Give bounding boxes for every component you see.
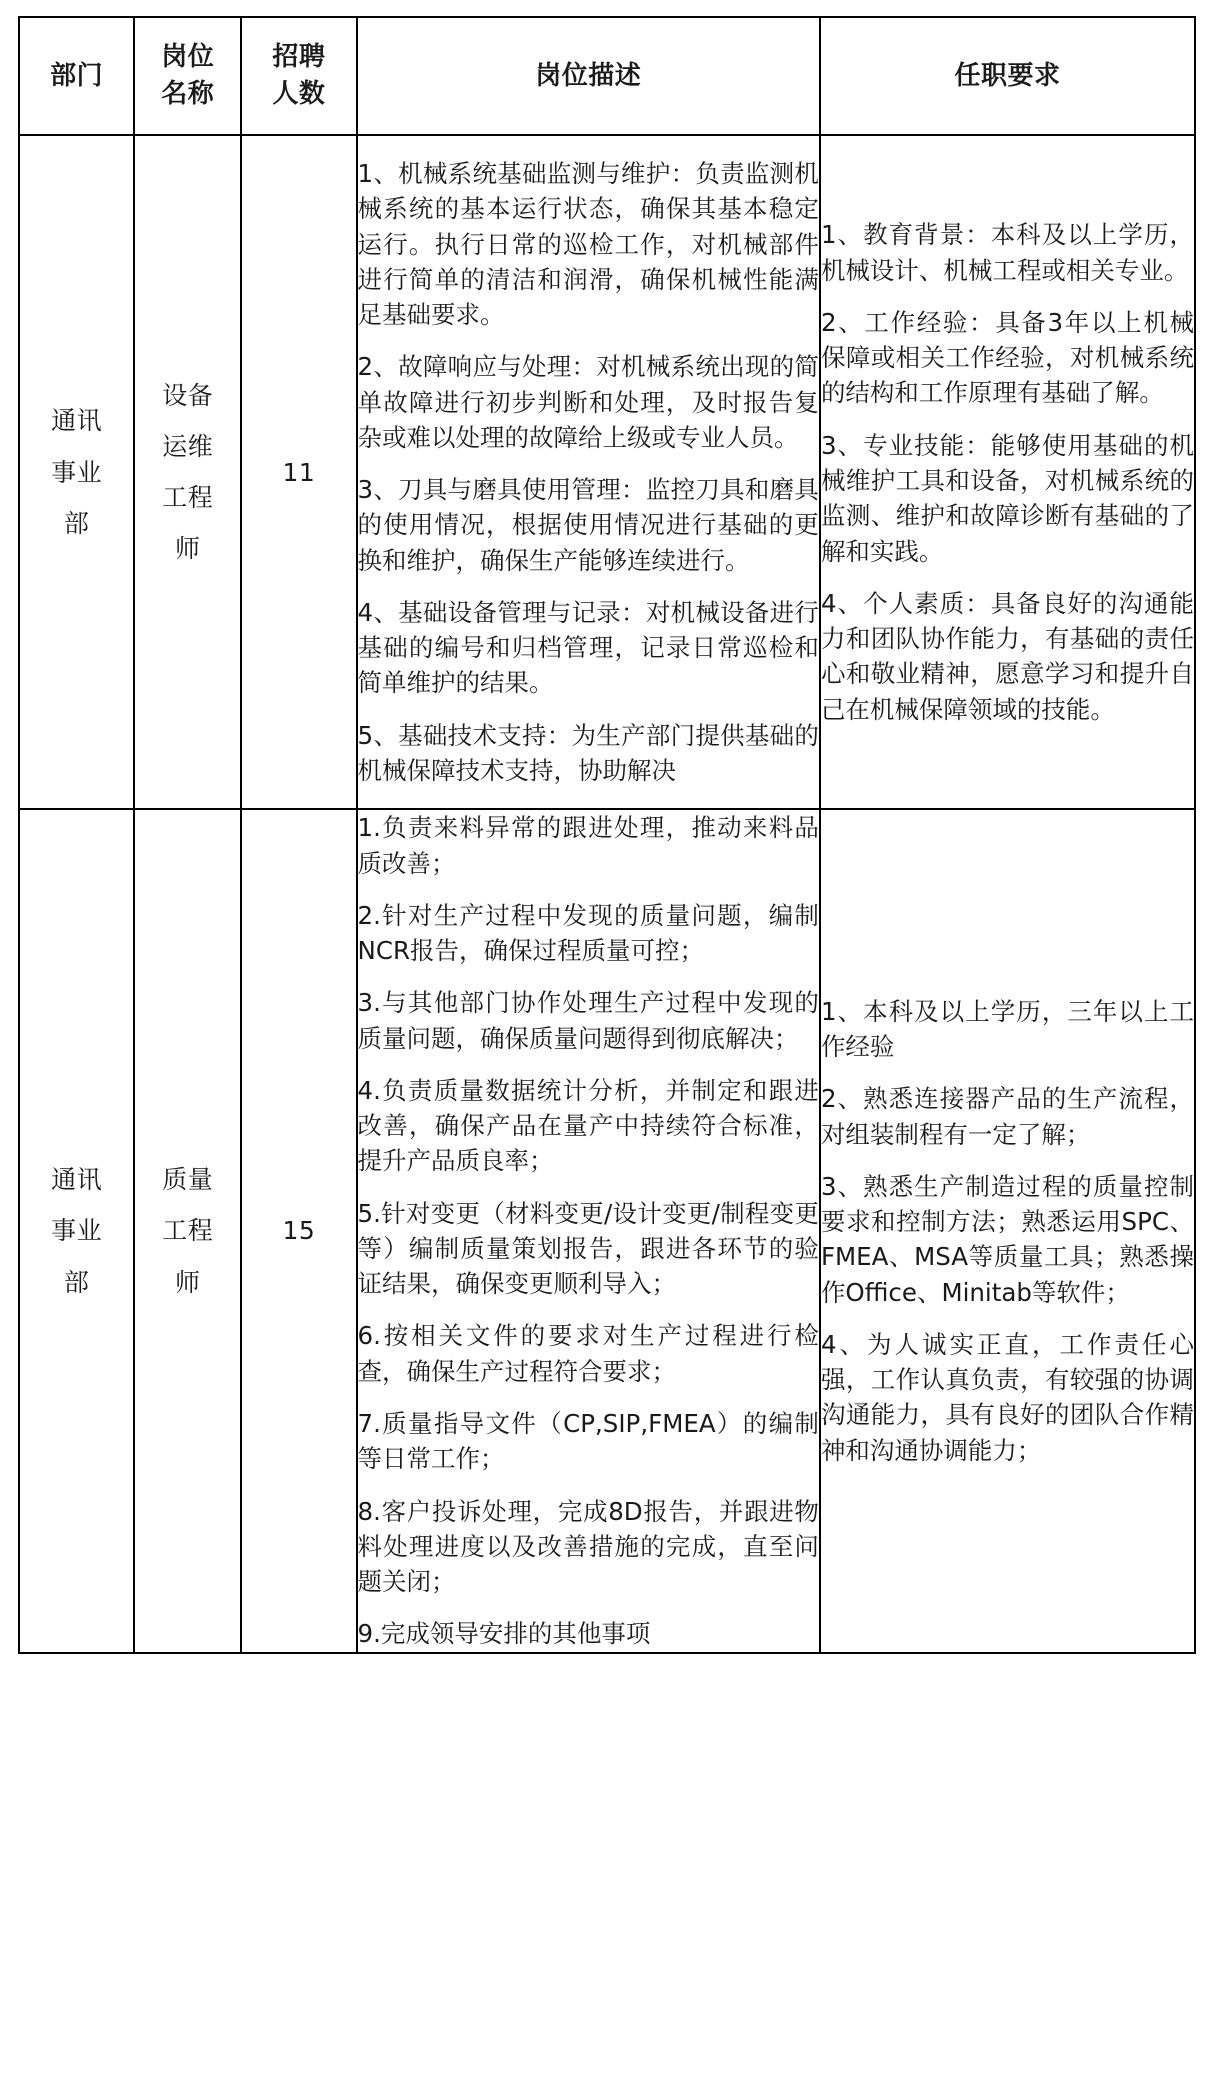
column-header-requirements <box>820 17 1195 135</box>
cell-description <box>357 809 820 1652</box>
position-line-1: 质量 <box>162 1165 214 1195</box>
description-item: 5、基础技术支持：为生产部门提供基础的机械保障技术支持，协助解决 <box>357 720 819 785</box>
description-item: 8.客户投诉处理，完成8D报告，并跟进物料处理进度以及改善措施的完成，直至问题关闭； <box>357 1496 819 1597</box>
column-header-department <box>19 17 134 135</box>
position-line-2: 工程 <box>162 1216 214 1246</box>
department-line-1: 通讯 <box>51 406 103 436</box>
description-item: 3、刀具与磨具使用管理：监控刀具和磨具的使用情况，根据使用情况进行基础的更换和维护，确保生产能够连续进行。 <box>357 475 819 575</box>
description-item: 9.完成领导安排的其他事项 <box>357 1619 651 1649</box>
requirement-item: 3、专业技能：能够使用基础的机械维护工具和设备，对机械系统的监测、维护和故障诊断有基础的了解和实践。 <box>820 430 1194 566</box>
description-item: 4、基础设备管理与记录：对机械设备进行基础的编号和归档管理，记录日常巡检和简单维护的结果。 <box>357 597 819 698</box>
position-line-2: 运维 <box>162 431 214 461</box>
department-line-2: 事业 <box>51 457 103 487</box>
requirement-item: 2、熟悉连接器产品的生产流程，对组装制程有一定了解； <box>820 1084 1194 1149</box>
column-header-headcount <box>241 17 356 135</box>
column-header-department-line-1: 部门 <box>50 60 104 91</box>
column-header-position-line-2: 名称 <box>161 79 215 109</box>
column-header-position-line-1: 岗位 <box>161 42 215 73</box>
description-item: 5.针对变更（材料变更/设计变更/制程变更等）编制质量策划报告，跟进各环节的验证结果，确保变更顺利导入； <box>357 1198 819 1299</box>
requirement-item: 2、工作经验：具备3年以上机械保障或相关工作经验，对机械系统的结构和工作原理有基础了解。 <box>820 307 1194 408</box>
requirement-item: 1、教育背景：本科及以上学历，机械设计、机械工程或相关专业。 <box>820 220 1194 285</box>
requirement-item: 4、为人诚实正直，工作责任心强，工作认真负责，有较强的协调沟通能力，具有良好的团队合作精神和沟通协调能力； <box>820 1329 1194 1465</box>
requirement-item: 4、个人素质：具备良好的沟通能力和团队协作能力，有基础的责任心和敬业精神，愿意学习和提升自己在机械保障领域的技能。 <box>820 588 1194 724</box>
description-item: 2.针对生产过程中发现的质量问题，编制NCR报告，确保过程质量可控； <box>357 900 819 966</box>
cell-position <box>134 135 241 809</box>
cell-headcount: 15 <box>241 809 356 1652</box>
description-item: 2、故障响应与处理：对机械系统出现的简单故障进行初步判断和处理，及时报告复杂或难以处理的故障给上级或专业人员。 <box>357 352 819 452</box>
cell-headcount: 11 <box>241 135 356 809</box>
table-header-row <box>19 17 1195 135</box>
table-header <box>19 17 1195 135</box>
description-item: 7.质量指导文件（CP,SIP,FMEA）的编制等日常工作； <box>357 1408 819 1474</box>
position-line-4: 师 <box>175 534 201 564</box>
requirement-item: 3、熟悉生产制造过程的质量控制要求和控制方法；熟悉运用SPC、FMEA、MSA等质量工具；熟悉操作Office、Minitab等软件； <box>820 1171 1194 1307</box>
cell-position <box>134 809 241 1652</box>
cell-requirements <box>820 135 1195 809</box>
table-row <box>19 135 1195 809</box>
cell-department <box>19 809 134 1652</box>
position-line-3: 工程 <box>162 483 214 513</box>
description-item: 1、机械系统基础监测与维护：负责监测机械系统的基本运行状态，确保其基本稳定运行。执行日常的巡检工作，对机械部件进行简单的清洁和润滑，确保机械性能满足基础要求。 <box>357 159 819 330</box>
position-line-1: 设备 <box>162 380 214 410</box>
recruitment-table <box>18 16 1196 1654</box>
column-header-description <box>357 17 820 135</box>
column-header-headcount-line-2: 人数 <box>272 79 326 109</box>
department-line-1: 通讯 <box>51 1165 103 1195</box>
column-header-requirements-line-1: 任职要求 <box>954 60 1061 91</box>
description-item: 6.按相关文件的要求对生产过程进行检查，确保生产过程符合要求； <box>357 1321 819 1386</box>
cell-description <box>357 135 820 809</box>
department-line-2: 事业 <box>51 1216 103 1246</box>
cell-department <box>19 135 134 809</box>
position-line-3: 师 <box>175 1267 201 1297</box>
description-item: 3.与其他部门协作处理生产过程中发现的质量问题，确保质量问题得到彻底解决； <box>357 988 819 1053</box>
description-item: 1.负责来料异常的跟进处理，推动来料品质改善； <box>357 813 819 878</box>
column-header-position <box>134 17 241 135</box>
department-line-3: 部 <box>63 1267 90 1297</box>
requirement-item: 1、本科及以上学历，三年以上工作经验 <box>820 996 1194 1062</box>
cell-requirements <box>820 809 1195 1652</box>
table-row <box>19 809 1195 1652</box>
column-header-description-line-1: 岗位描述 <box>535 60 642 91</box>
department-line-3: 部 <box>63 508 90 538</box>
table-body <box>19 135 1195 1653</box>
column-header-headcount-line-1: 招聘 <box>272 42 326 73</box>
description-item: 4.负责质量数据统计分析，并制定和跟进改善，确保产品在量产中持续符合标准，提升产品质良率； <box>357 1075 819 1176</box>
